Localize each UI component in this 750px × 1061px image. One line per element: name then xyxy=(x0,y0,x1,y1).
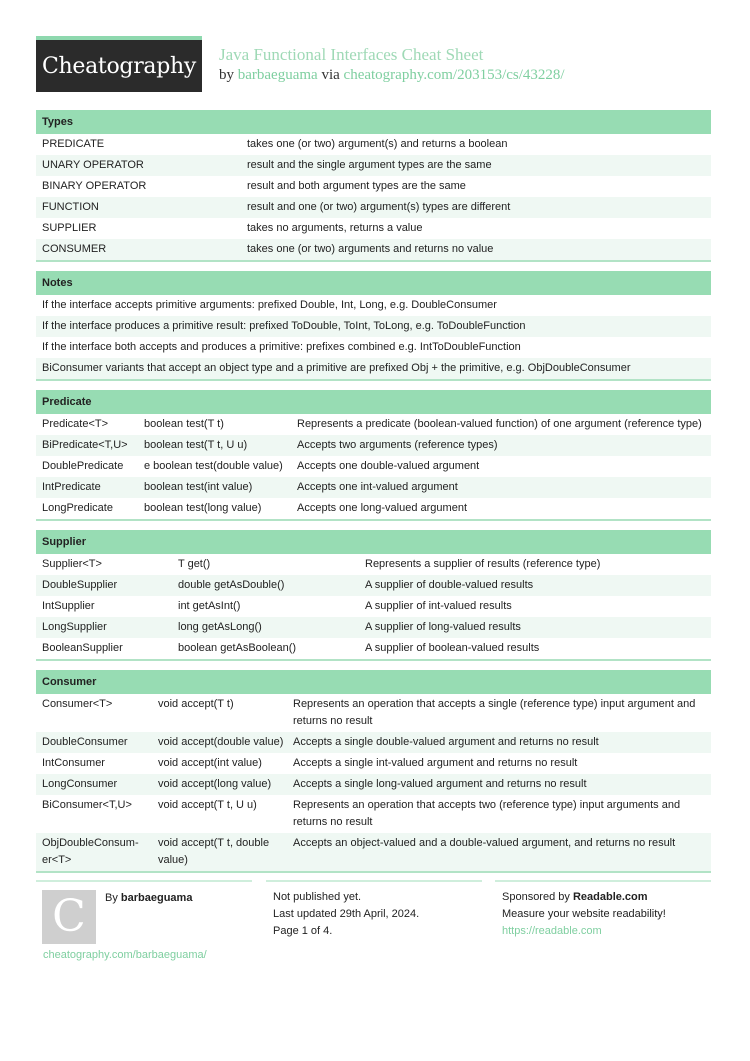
interface-name: BooleanSupplier xyxy=(42,642,123,654)
table-row xyxy=(36,197,711,218)
note-text: If the interface accepts primitive arguments: prefixed Double, Int, Long, e.g. DoubleConsumer xyxy=(42,299,497,311)
method-signature: boolean test(T t) xyxy=(144,418,224,430)
table-row xyxy=(36,134,711,155)
interface-name: DoublePredicate xyxy=(42,460,124,472)
footer-by-line xyxy=(105,890,192,907)
predicate-section xyxy=(36,390,711,521)
table-row xyxy=(36,753,711,774)
note-row xyxy=(36,295,711,316)
consumer-section xyxy=(36,670,711,873)
type-name: CONSUMER xyxy=(42,243,107,255)
note-row xyxy=(36,358,711,379)
sponsored-by-label: Sponsored by xyxy=(502,891,570,903)
table-row xyxy=(36,218,711,239)
author-avatar[interactable]: C xyxy=(42,890,96,944)
interface-name: Supplier<T> xyxy=(42,558,102,570)
supplier-section xyxy=(36,530,711,661)
interface-name: LongSupplier xyxy=(42,621,107,633)
type-desc: result and one (or two) argument(s) types are different xyxy=(247,201,511,213)
sponsor-tagline: Measure your website readability! xyxy=(502,908,666,920)
sponsor-name[interactable]: Readable.com xyxy=(572,891,648,903)
method-signature: void accept(T t, U u) xyxy=(158,799,257,811)
sponsor-link[interactable]: https://readable.com xyxy=(502,925,602,937)
table-row xyxy=(36,414,711,435)
type-desc: result and both argument types are the same xyxy=(247,180,466,192)
notes-section xyxy=(36,271,711,381)
published-status: Not published yet. xyxy=(273,891,362,903)
interface-name: LongConsumer xyxy=(42,778,118,790)
note-row xyxy=(36,316,711,337)
byline xyxy=(219,67,565,84)
description: A supplier of boolean-valued results xyxy=(365,642,540,654)
note-text: BiConsumer variants that accept an object type and a primitive are prefixed Obj + the primitive, e.g. ObjDoubleConsumer xyxy=(42,362,631,374)
table-row xyxy=(36,638,711,659)
last-updated: Last updated 29th April, 2024. xyxy=(273,908,420,920)
page-title: Java Functional Interfaces Cheat Sheet xyxy=(219,45,484,64)
predicate-heading: Predicate xyxy=(36,390,711,414)
notes-heading: Notes xyxy=(36,271,711,295)
table-row xyxy=(36,477,711,498)
sponsor-line xyxy=(502,889,711,906)
method-signature: T get() xyxy=(178,558,211,570)
method-signature: long getAsLong() xyxy=(178,621,262,633)
interface-name: IntConsumer xyxy=(42,757,105,769)
interface-name: ObjDoubleConsumer<T> xyxy=(42,837,139,866)
footer-sponsor-col xyxy=(495,880,711,950)
footer-status-col xyxy=(266,880,482,950)
method-signature: void accept(double value) xyxy=(158,736,284,748)
supplier-heading: Supplier xyxy=(36,530,711,554)
type-desc: result and the single argument types are the same xyxy=(247,159,492,171)
types-section xyxy=(36,110,711,262)
type-desc: takes no arguments, returns a value xyxy=(247,222,423,234)
description: A supplier of int-valued results xyxy=(365,600,512,612)
sheet-url-link[interactable]: cheatography.com/203153/cs/43228/ xyxy=(343,67,565,83)
title-block xyxy=(219,45,565,84)
description: A supplier of long-valued results xyxy=(365,621,521,633)
page-number: Page 1 of 4. xyxy=(273,925,333,937)
method-signature: int getAsInt() xyxy=(178,600,241,612)
method-signature: boolean test(long value) xyxy=(144,502,262,514)
byline-via: via xyxy=(321,67,340,83)
note-row xyxy=(36,337,711,358)
method-signature: void accept(T t, double value) xyxy=(158,837,270,866)
description: Accepts one double-valued argument xyxy=(297,460,480,472)
description: Represents an operation that accepts two (reference type) input arguments and returns no result xyxy=(293,799,681,828)
interface-name: IntSupplier xyxy=(42,600,95,612)
type-desc: takes one (or two) arguments and returns no value xyxy=(247,243,494,255)
table-row xyxy=(36,617,711,638)
description: Represents a predicate (boolean-valued function) of one argument (reference type) xyxy=(297,418,702,430)
footer-author-col xyxy=(36,880,252,952)
interface-name: Consumer<T> xyxy=(42,698,113,710)
description: Accepts one int-valued argument xyxy=(297,481,458,493)
table-row xyxy=(36,575,711,596)
table-row xyxy=(36,596,711,617)
type-name: BINARY OPERATOR xyxy=(42,180,147,192)
cheatography-logo[interactable]: Cheatography xyxy=(36,36,202,92)
method-signature: boolean test(int value) xyxy=(144,481,253,493)
type-name: FUNCTION xyxy=(42,201,99,213)
note-text: If the interface produces a primitive result: prefixed ToDouble, ToInt, ToLong, e.g. ToDoubleFunction xyxy=(42,320,526,332)
table-row xyxy=(36,795,711,833)
author-link[interactable]: barbaeguama xyxy=(237,67,318,83)
description: Accepts an object-valued and a double-valued argument, and returns no result xyxy=(293,837,676,849)
description: Accepts a single int-valued argument and returns no result xyxy=(293,757,578,769)
type-name: SUPPLIER xyxy=(42,222,97,234)
description: Represents a supplier of results (reference type) xyxy=(365,558,601,570)
description: A supplier of double-valued results xyxy=(365,579,534,591)
table-row xyxy=(36,774,711,795)
table-row xyxy=(36,694,711,732)
interface-name: BiConsumer<T,U> xyxy=(42,799,132,811)
table-row xyxy=(36,176,711,197)
interface-name: IntPredicate xyxy=(42,481,101,493)
table-row xyxy=(36,498,711,519)
table-row xyxy=(36,732,711,753)
type-desc: takes one (or two) argument(s) and returns a boolean xyxy=(247,138,508,150)
description: Accepts two arguments (reference types) xyxy=(297,439,498,451)
footer-author-link[interactable]: barbaeguama xyxy=(120,892,193,904)
description: Represents an operation that accepts a single (reference type) input argument and returns no result xyxy=(293,698,696,727)
interface-name: LongPredicate xyxy=(42,502,113,514)
method-signature: e boolean test(double value) xyxy=(144,460,283,472)
interface-name: DoubleSupplier xyxy=(42,579,118,591)
method-signature: void accept(long value) xyxy=(158,778,272,790)
interface-name: BiPredicate<T,U> xyxy=(42,439,128,451)
table-row xyxy=(36,239,711,260)
method-signature: boolean test(T t, U u) xyxy=(144,439,248,451)
types-heading: Types xyxy=(36,110,711,134)
description: Accepts a single double-valued argument and returns no result xyxy=(293,736,599,748)
method-signature: double getAsDouble() xyxy=(178,579,285,591)
table-row xyxy=(36,435,711,456)
table-row xyxy=(36,833,711,871)
description: Accepts one long-valued argument xyxy=(297,502,467,514)
method-signature: void accept(int value) xyxy=(158,757,262,769)
author-profile-link[interactable]: cheatography.com/barbaeguama/ xyxy=(43,949,207,961)
table-row xyxy=(36,155,711,176)
interface-name: Predicate<T> xyxy=(42,418,109,430)
consumer-heading: Consumer xyxy=(36,670,711,694)
note-text: If the interface both accepts and produces a primitive: prefixes combined e.g. IntToDoubleFunction xyxy=(42,341,521,353)
byline-by: by xyxy=(219,67,234,83)
table-row xyxy=(36,554,711,575)
footer-by: By xyxy=(105,892,118,904)
method-signature: void accept(T t) xyxy=(158,698,234,710)
interface-name: DoubleConsumer xyxy=(42,736,128,748)
description: Accepts a single long-valued argument and returns no result xyxy=(293,778,587,790)
table-row xyxy=(36,456,711,477)
method-signature: boolean getAsBoolean() xyxy=(178,642,297,654)
type-name: UNARY OPERATOR xyxy=(42,159,144,171)
type-name: PREDICATE xyxy=(42,138,105,150)
